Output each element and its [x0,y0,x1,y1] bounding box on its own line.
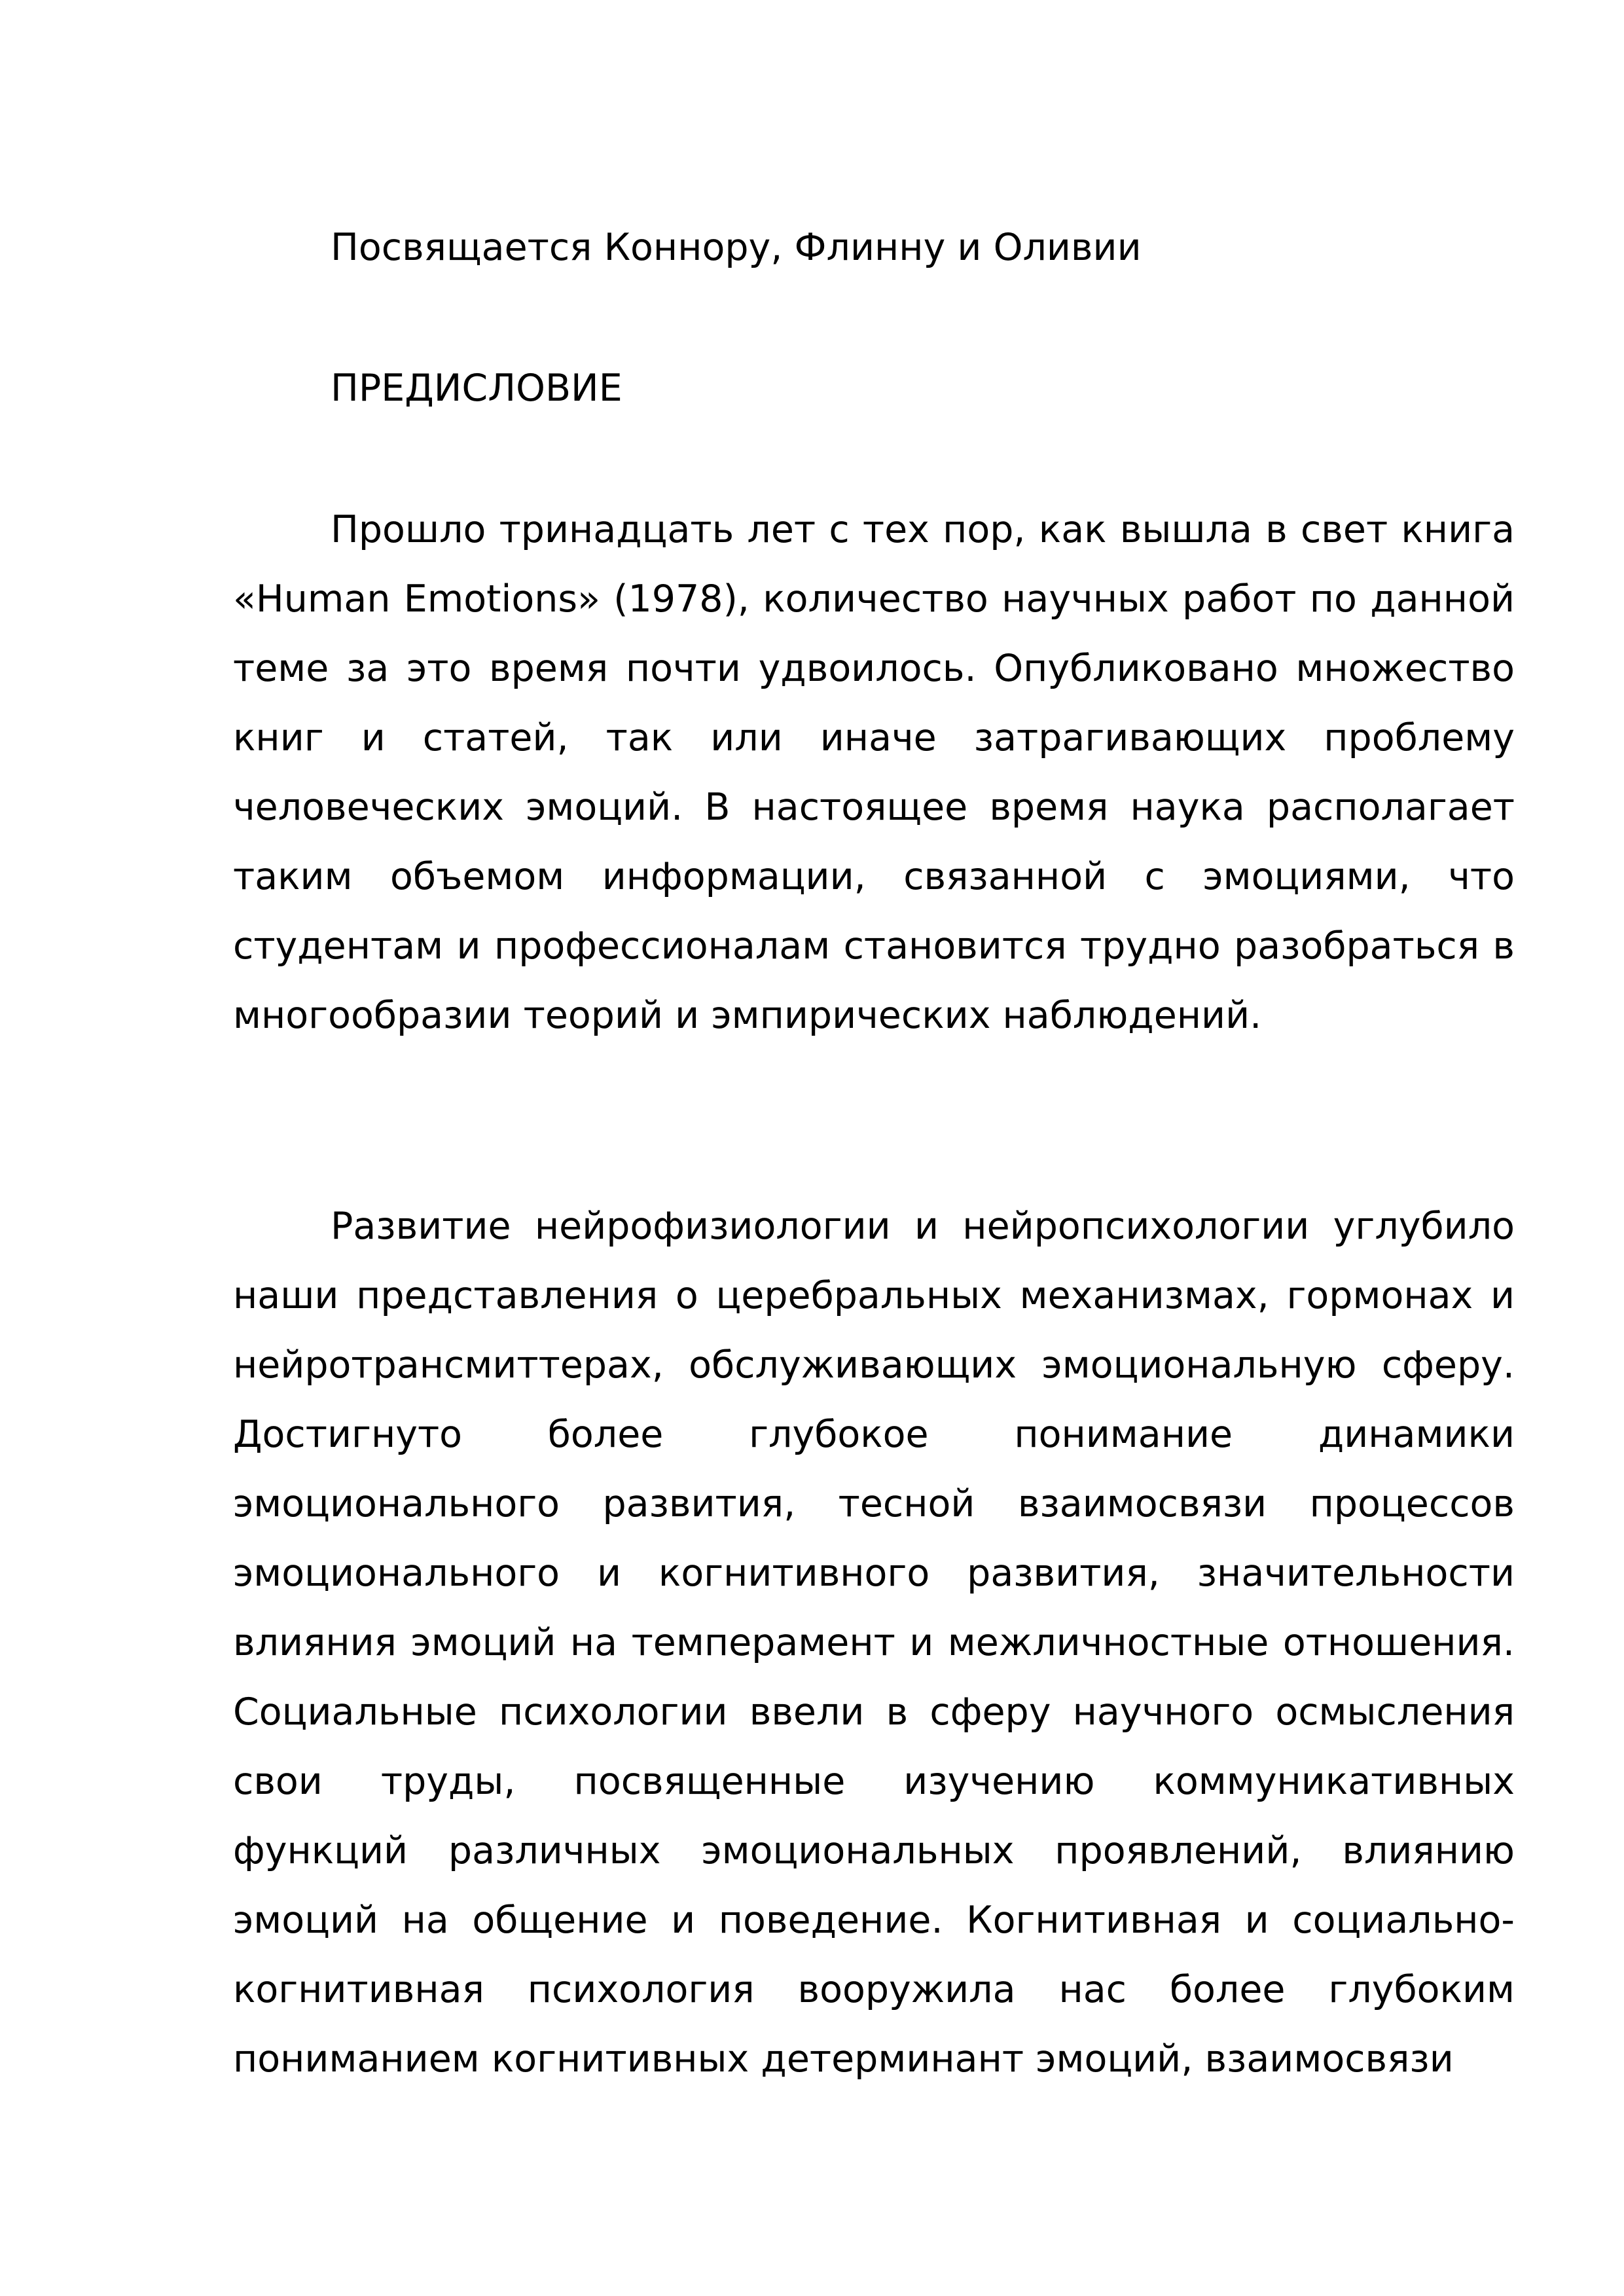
dedication-line: Посвящается Коннору, Флинну и Оливии [331,226,1142,269]
section-heading: ПРЕДИСЛОВИЕ [331,367,623,410]
paragraph-2: Развитие нейрофизиологии и нейропсихологии углубило наши представления о церебральных механизмах, гормонах и нейротрансмиттерах, обслуживающих эмоциональную сферу. Достигнуто более глубокое понимание динамики эмоционального развития, тесной взаимосвязи процессов эмоционального и когнитивного развития, значительности влияния эмоций на темперамент и межличностные отношения. Социальные психологии ввели в сферу научного осмысления свои труды, посвященные изучению коммуникативных функций различных эмоциональных проявлений, влиянию эмоций на общение и поведение. Когнитивная и социально-когнитивная психология вооружила нас более глубоким пониманием когнитивных детерминант эмоций, взаимосвязи [233,1205,1515,2081]
paragraph-1: Прошло тринадцать лет с тех пор, как вышла в свет книга «Human Emotions» (1978), количество научных работ по данной теме за это время почти удвоилось. Опубликовано множество книг и статей, так или иначе затрагивающих проблему человеческих эмоций. В настоящее время наука располагает таким объемом информации, связанной с эмоциями, что студентам и профессионалам становится трудно разобраться в многообразии теорий и эмпирических наблюдений. [233,508,1515,1037]
